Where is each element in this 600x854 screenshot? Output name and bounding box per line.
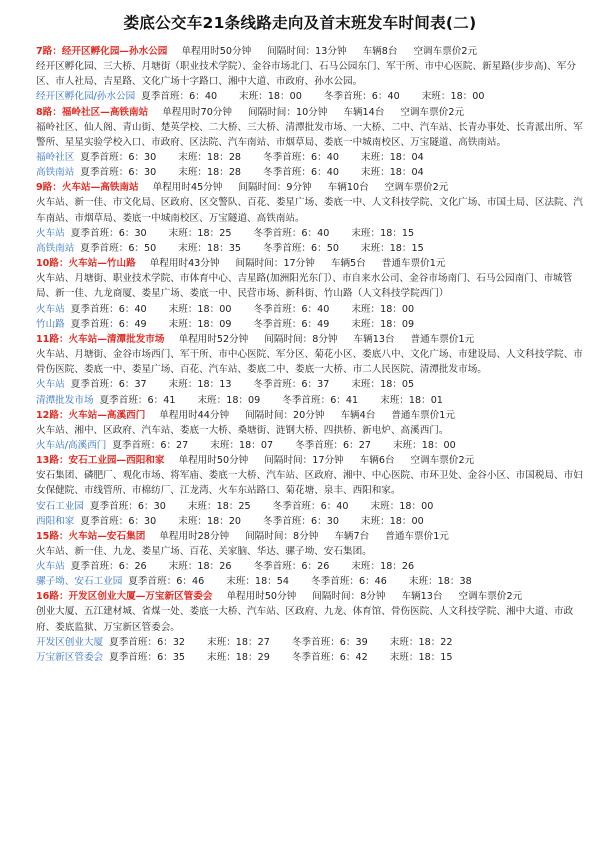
route-section: [36, 529, 584, 590]
route-meta: 间隔时间：8分钟: [245, 530, 319, 542]
winter-first-time: 冬季首班：6：40: [272, 500, 349, 512]
winter-first-time: 冬季首班：6：37: [253, 379, 330, 391]
route-stops: 火车站、湘中、区政府、汽车站、娄底一大桥、桑塘街、涟钢大桥、四拱桥、新电炉、高溪西门。: [36, 424, 449, 436]
route-meta: 间隔时间：8分钟: [264, 333, 338, 345]
summer-last-time: 末班：18：28: [178, 152, 242, 163]
terminal-name: 安石工业园: [36, 500, 84, 512]
route-section: [36, 44, 584, 105]
route-meta: 车辆10台: [327, 182, 369, 194]
route-meta: 普通车票价1元: [385, 530, 449, 542]
summer-last-time: 末班：18：13: [168, 379, 232, 391]
route-section: [36, 256, 584, 332]
route-meta: 单程用时43分钟: [149, 258, 220, 270]
route-name: 15路：火车站—安石集团: [36, 530, 146, 542]
schedule-row: [36, 574, 584, 589]
winter-first-time: 冬季首班：6：26: [253, 561, 330, 573]
summer-first-time: 夏季首班：6：40: [70, 303, 147, 315]
route-meta: 车辆6台: [359, 455, 395, 467]
winter-last-time: 末班：18：00: [351, 303, 415, 315]
route-stops: 火车站、新一佳、九龙、娄星广场、百花、关家脑、华达、骡子坳、安石集团。: [36, 545, 372, 557]
route-stops: 安石集团、磷肥厂、观化市场、将军庙、娄底一大桥、汽车站、区政府、湘中、中心医院、市环卫处、金谷小区、市国税局、市妇女保健院、市线管所、市棉纺厂、江龙湾、火车东站路口、菊花塘、泉丰、西阳和家。: [36, 470, 583, 497]
winter-first-time: 冬季首班：6：27: [295, 439, 371, 451]
route-section: [36, 589, 584, 665]
terminal-name: 高铁南站: [36, 242, 75, 254]
summer-first-time: 夏季首班：6：30: [80, 515, 157, 527]
summer-last-time: 末班：18：28: [178, 167, 242, 179]
summer-first-time: 夏季首班：6：27: [112, 439, 189, 451]
terminal-name: 火车站: [36, 303, 65, 315]
schedule-row: [36, 165, 584, 180]
route-meta: 间隔时间：9分钟: [238, 182, 312, 194]
terminal-name: 竹山路: [36, 318, 65, 330]
route-name: 10路：火车站—竹山路: [36, 258, 136, 270]
route-meta: 车辆8台: [362, 46, 398, 57]
summer-last-time: 末班：18：25: [187, 500, 251, 512]
terminal-name: 火车站: [36, 561, 65, 573]
page-title: 娄底公交车21条线路走向及首末班发车时间表(二): [123, 14, 477, 32]
winter-first-time: 冬季首班：6：40: [263, 167, 339, 179]
route-meta: 单程用时52分钟: [178, 333, 249, 345]
route-meta: 间隔时间：17分钟: [264, 455, 344, 467]
route-stops: 创业大厦、五江建材城、省煤一处、娄底一大桥、汽车站、区政府、九龙、体育馆、骨伤医院、人文科技学院、湘中大道、市政府、娄底监狱、万宝新区管委会。: [36, 606, 574, 633]
route-header: [36, 105, 584, 120]
summer-last-time: 末班：18：00: [239, 91, 302, 103]
winter-first-time: 冬季首班：6：30: [263, 515, 339, 527]
winter-first-time: 冬季首班：6：40: [253, 227, 330, 239]
summer-first-time: 夏季首班：6：30: [89, 500, 166, 512]
route-meta: 间隔时间：13分钟: [267, 46, 347, 57]
terminal-name: 开发区创业大厦: [36, 636, 104, 648]
summer-last-time: 末班：18：09: [168, 318, 232, 330]
route-meta: 普通车票价1元: [391, 409, 456, 421]
summer-last-time: 末班：18：35: [178, 242, 242, 254]
terminal-name: 火车站: [36, 227, 65, 239]
route-name: 8路：福岭社区—高铁南站: [36, 106, 149, 118]
route-section: [36, 408, 584, 453]
terminal-name: 西阳和家: [36, 515, 75, 527]
route-name: 7路：经开区孵化园—孙水公园: [36, 46, 168, 57]
schedule-row: [36, 438, 584, 453]
winter-last-time: 末班：18：15: [351, 227, 415, 239]
schedule-row: [36, 635, 584, 650]
summer-first-time: 夏季首班：6：30: [80, 167, 157, 179]
terminal-name: 火车站/高溪西门: [36, 439, 107, 451]
route-meta: 车辆4台: [340, 409, 376, 421]
summer-first-time: 夏季首班：6：46: [128, 576, 205, 588]
route-stops: 火车站、新一佳、市文化局、区政府、区交警队、百花、娄星广场、娄底一中、人文科技学院、文化广场、市国土局、区法院、汽车南站、市烟草局、娄底一中城南校区、万宝隧道、高铁南站。: [36, 197, 583, 224]
summer-last-time: 末班：18：29: [207, 652, 270, 664]
winter-first-time: 冬季首班：6：40: [263, 152, 339, 163]
schedule-row: [36, 650, 584, 665]
terminal-name: 万宝新区管委会: [36, 652, 104, 664]
route-meta: 间隔时间：20分钟: [245, 409, 325, 421]
summer-first-time: 夏季首班：6：41: [99, 394, 176, 406]
summer-first-time: 夏季首班：6：37: [70, 379, 147, 391]
summer-first-time: 夏季首班：6：32: [109, 636, 186, 648]
winter-first-time: 冬季首班：6：46: [311, 576, 387, 588]
winter-last-time: 末班：18：00: [392, 439, 456, 451]
terminal-name: 福岭社区: [36, 152, 75, 163]
terminal-name: 经开区孵化园/孙水公园: [36, 91, 136, 103]
route-list: [36, 44, 584, 665]
route-meta: 普通车票价1元: [410, 333, 475, 345]
route-stops: 福岭社区、仙人阁、青山街、楚英学校、二大桥、三大桥、清潭批发市场、一大桥、二中、汽车站、长青办事处、长青派出所、军警所、星星实验学校入口、市政府、区法院、汽车南站、市烟草局、娄底一中城南校区、万宝隧道、高铁南站。: [36, 121, 583, 148]
route-meta: 普通车票价1元: [381, 258, 446, 270]
summer-first-time: 夏季首班：6：40: [141, 91, 218, 103]
schedule-row: [36, 317, 584, 332]
winter-last-time: 末班：18：00: [360, 515, 424, 527]
summer-first-time: 夏季首班：6：35: [109, 652, 186, 664]
summer-first-time: 夏季首班：6：26: [70, 561, 147, 573]
summer-last-time: 末班：18：25: [168, 227, 232, 239]
route-meta: 单程用时45分钟: [152, 182, 223, 194]
summer-first-time: 夏季首班：6：30: [80, 152, 157, 163]
route-name: 9路：火车站—高铁南站: [36, 182, 139, 194]
schedule-row: [36, 89, 584, 104]
route-header: [36, 180, 584, 195]
route-meta: 空调车票价2元: [410, 455, 475, 467]
winter-first-time: 冬季首班：6：49: [253, 318, 330, 330]
route-stops: 经开区孵化园、三大桥、月塘街（职业技术学院）、金谷市场北门、石马公园东门、军干所、市中心医院、新星路(步步高)、军分区、市人社局、吉星路、文化广场十字路口、湘中大道、市政府、孙水公园。: [36, 61, 576, 88]
route-meta: 单程用时44分钟: [159, 409, 230, 421]
route-meta: 单程用时28分钟: [159, 530, 230, 542]
route-stops: 火车站、月塘街、职业技术学院、市体育中心、吉星路(加洲阳光东门）、市自来水公司、金谷市场南门、石马公园南门、市城管局、新一佳、九龙商厦、娄星广场、娄底一中、民营市场、新科街、竹山路（人文科技学院西门）: [36, 273, 573, 300]
winter-last-time: 末班：18：15: [389, 652, 453, 664]
winter-first-time: 冬季首班：6：50: [263, 242, 339, 254]
schedule-row: [36, 514, 584, 529]
route-section: [36, 180, 584, 256]
terminal-name: 高铁南站: [36, 167, 75, 179]
route-meta: 单程用时50分钟: [181, 46, 252, 57]
summer-last-time: 末班：18：27: [207, 636, 270, 648]
winter-last-time: 末班：18：15: [360, 242, 424, 254]
terminal-name: 清潭批发市场: [36, 394, 94, 406]
winter-first-time: 冬季首班：6：40: [253, 303, 330, 315]
schedule-row: [36, 499, 584, 514]
winter-last-time: 末班：18：38: [408, 576, 472, 588]
route-meta: 单程用时70分钟: [162, 106, 232, 118]
summer-last-time: 末班：18：26: [168, 561, 232, 573]
winter-first-time: 冬季首班：6：39: [291, 636, 368, 648]
summer-last-time: 末班：18：07: [210, 439, 274, 451]
schedule-row: [36, 241, 584, 256]
route-name: 12路：火车站—高溪西门: [36, 409, 146, 421]
winter-last-time: 末班：18：00: [370, 500, 434, 512]
route-header: [36, 332, 584, 347]
winter-last-time: 末班：18：04: [360, 167, 424, 179]
schedule-row: [36, 226, 584, 241]
route-meta: 车辆5台: [330, 258, 366, 270]
route-meta: 空调车票价2元: [413, 46, 478, 57]
winter-last-time: 末班：18：26: [351, 561, 415, 573]
route-header: [36, 256, 584, 271]
winter-first-time: 冬季首班：6：40: [323, 91, 400, 103]
route-header: [36, 529, 584, 544]
route-meta: 间隔时间：10分钟: [248, 106, 328, 118]
winter-last-time: 末班：18：00: [421, 91, 485, 103]
winter-last-time: 末班：18：04: [360, 152, 424, 163]
winter-last-time: 末班：18：01: [380, 394, 443, 406]
terminal-name: 火车站: [36, 379, 65, 391]
route-meta: 间隔时间：8分钟: [312, 591, 386, 603]
terminal-name: 骡子坳、安石工业园: [36, 576, 123, 588]
route-section: [36, 332, 584, 408]
summer-first-time: 夏季首班：6：49: [70, 318, 147, 330]
summer-first-time: 夏季首班：6：30: [70, 227, 147, 239]
route-meta: 车辆13台: [401, 591, 443, 603]
schedule-row: [36, 393, 584, 408]
route-header: [36, 589, 584, 604]
route-name: 16路：开发区创业大厦—万宝新区管委会: [36, 591, 213, 603]
summer-last-time: 末班：18：09: [197, 394, 261, 406]
route-meta: 间隔时间：17分钟: [235, 258, 315, 270]
summer-first-time: 夏季首班：6：50: [80, 242, 157, 254]
route-meta: 空调车票价2元: [400, 106, 465, 118]
route-section: [36, 105, 584, 181]
route-name: 11路：火车站—清潭批发市场: [36, 333, 165, 345]
route-name: 13路：安石工业园—西阳和家: [36, 455, 165, 467]
route-header: [36, 44, 584, 59]
summer-last-time: 末班：18：20: [178, 515, 242, 527]
winter-last-time: 末班：18：22: [389, 636, 453, 648]
summer-last-time: 末班：18：54: [226, 576, 290, 588]
schedule-row: [36, 150, 584, 165]
route-meta: 单程用时50分钟: [226, 591, 297, 603]
summer-last-time: 末班：18：00: [168, 303, 232, 315]
route-meta: 空调车票价2元: [458, 591, 523, 603]
schedule-row: [36, 559, 584, 574]
winter-last-time: 末班：18：09: [351, 318, 415, 330]
route-meta: 车辆13台: [353, 333, 395, 345]
route-header: [36, 408, 584, 423]
winter-last-time: 末班：18：05: [351, 379, 415, 391]
route-meta: 车辆14台: [343, 106, 385, 118]
winter-first-time: 冬季首班：6：42: [291, 652, 368, 664]
route-meta: 空调车票价2元: [384, 182, 449, 194]
route-header: [36, 453, 584, 468]
schedule-row: [36, 377, 584, 392]
winter-first-time: 冬季首班：6：41: [282, 394, 359, 406]
schedule-row: [36, 302, 584, 317]
route-meta: 车辆7台: [334, 530, 370, 542]
route-meta: 单程用时50分钟: [178, 455, 249, 467]
route-section: [36, 453, 584, 529]
route-stops: 火车站、月塘街、金谷市场西门、军干所、市中心医院、军分区、菊花小区、娄底八中、文化广场、市建设局、人文科技学院、市骨伤医院、娄底一中、娄星广场、百花、汽车站、娄底二中、娄底一大桥、市二人民医院、清潭批发市场。: [36, 348, 583, 376]
